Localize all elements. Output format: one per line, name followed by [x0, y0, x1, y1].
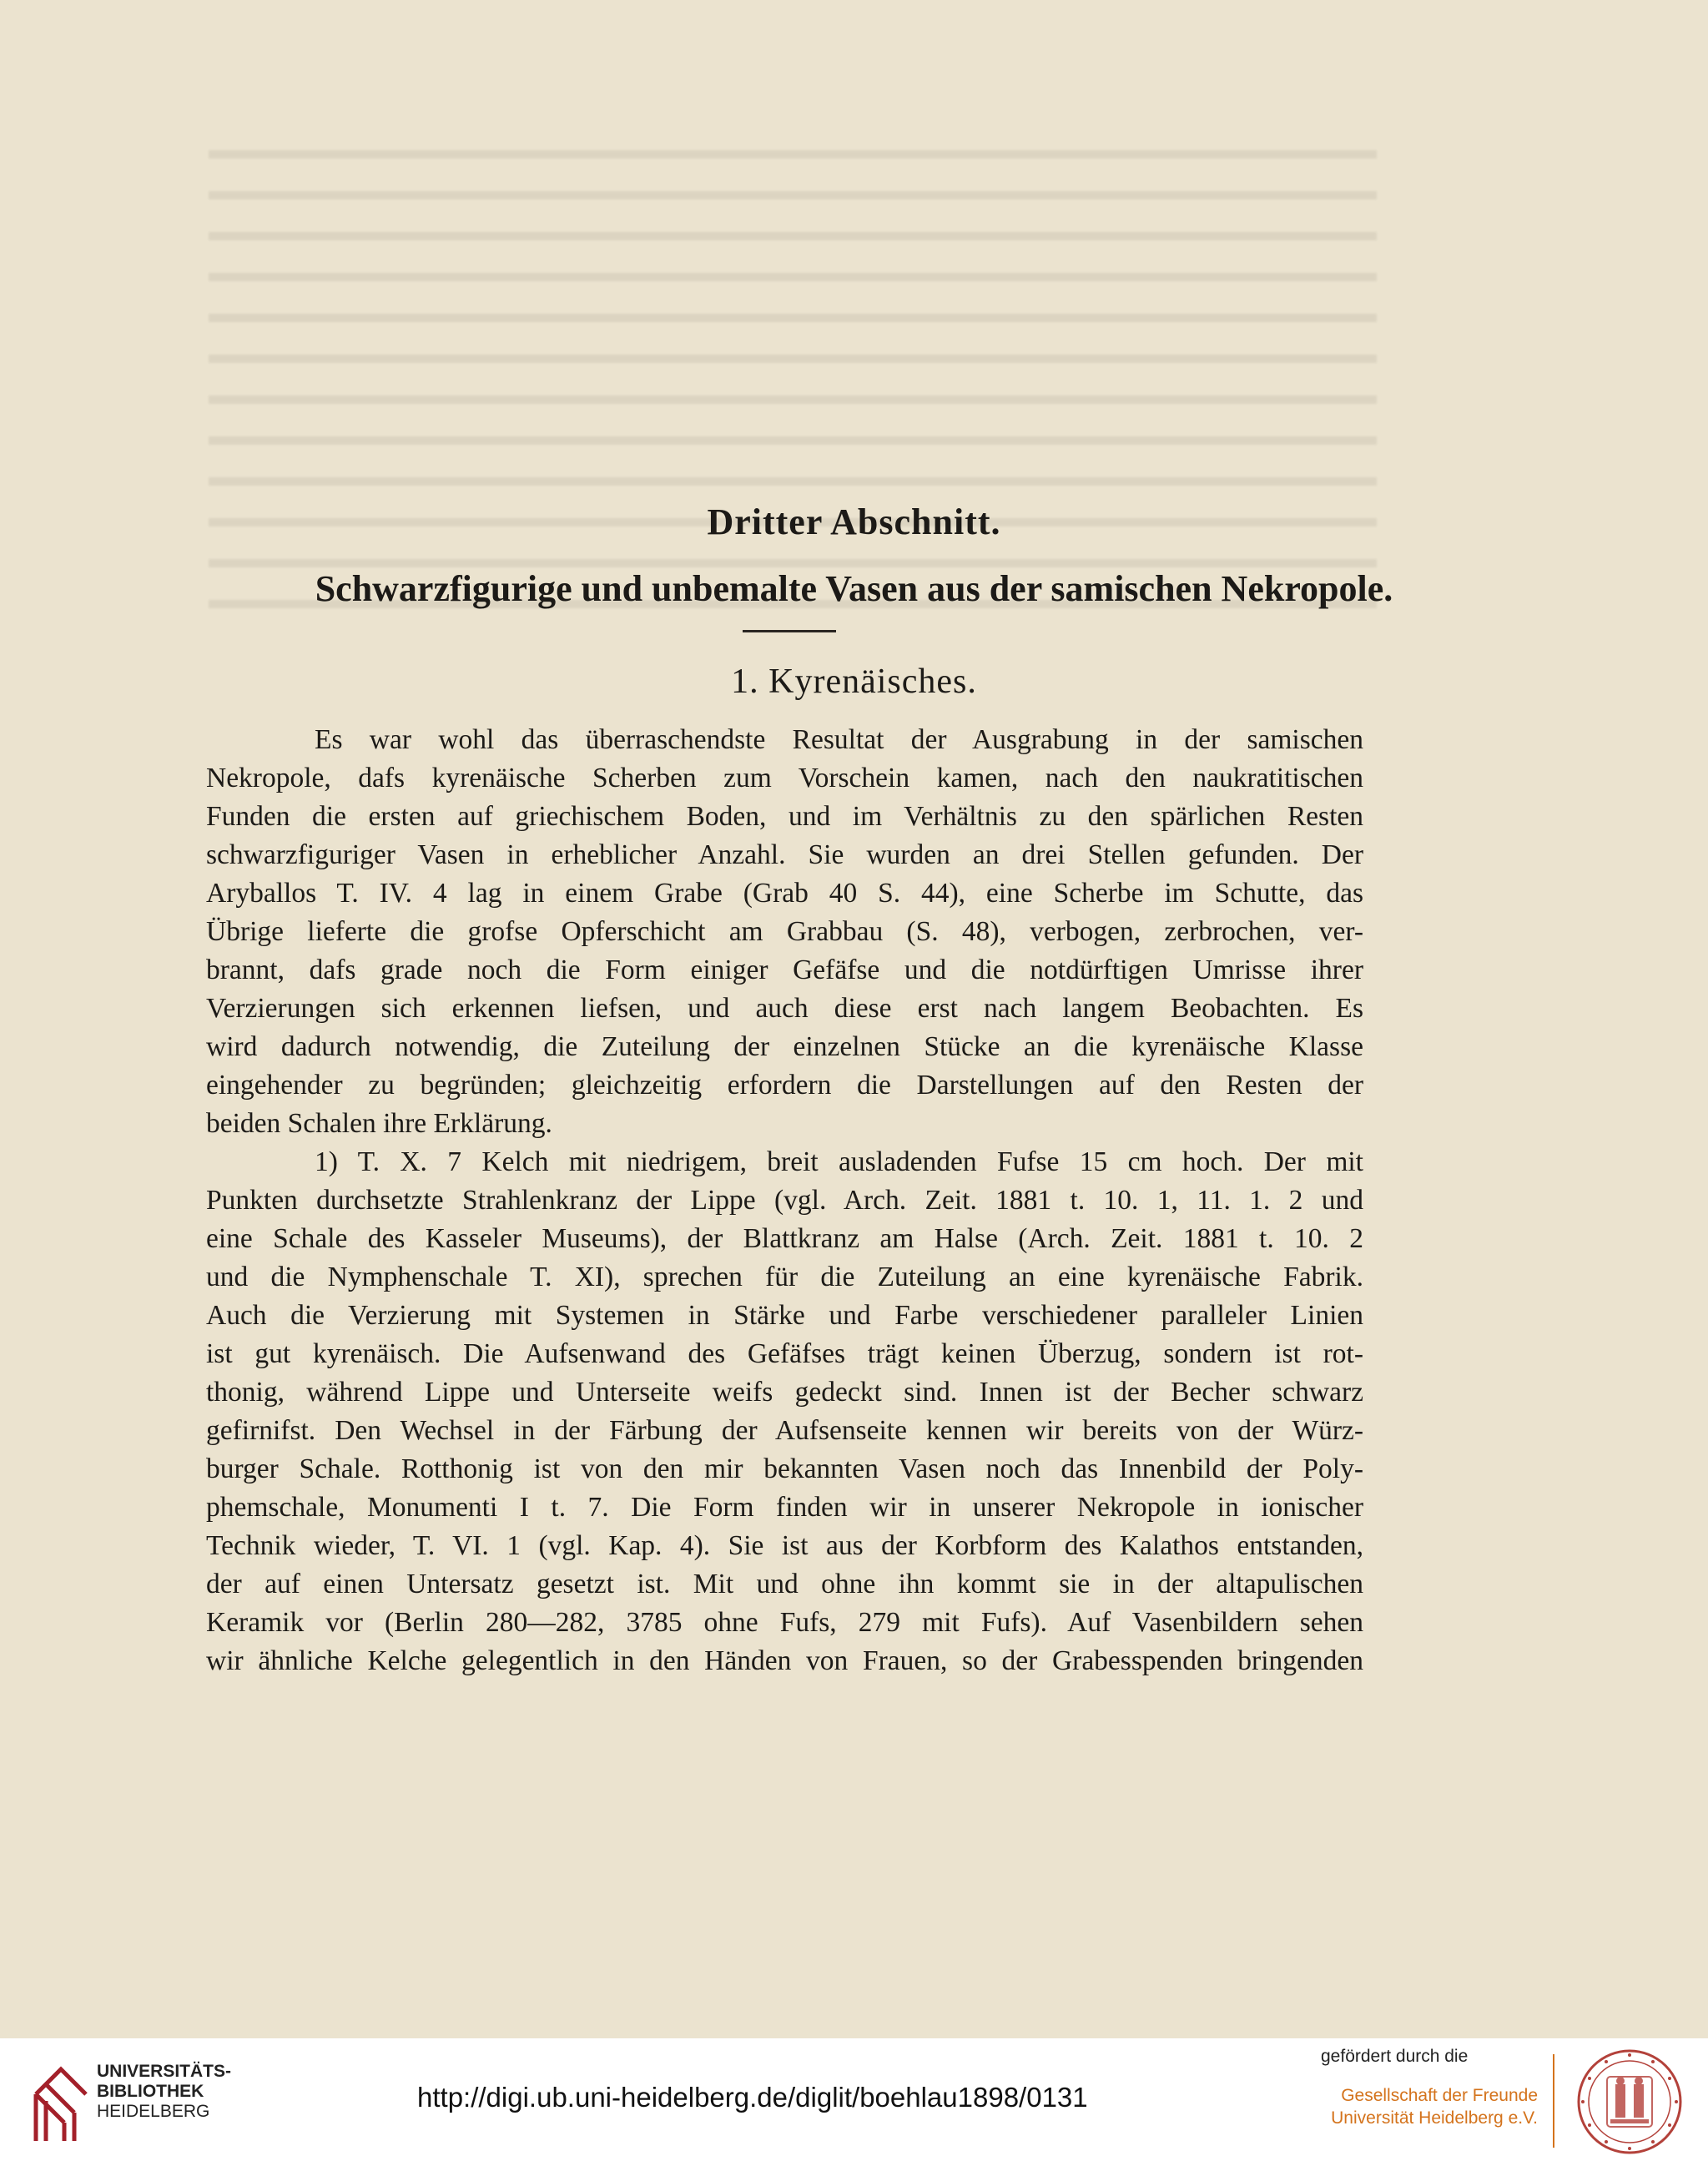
text-line: brannt, dafs grade noch die Form einiger Gefäfse und die notdürftigen Umrisse ihrer: [206, 955, 1363, 985]
text-line: burger Schale. Rotthonig ist von den mir bekannten Vasen noch das Innenbild der Poly-: [206, 1453, 1363, 1484]
sponsor-name: [1321, 2084, 1538, 2129]
text-line: Aryballos T. IV. 4 lag in einem Grabe (Grab 40 S. 44), eine Scherbe im Schutte, das: [206, 878, 1363, 909]
text-line: beiden Schalen ihre Erklärung.: [206, 1108, 552, 1139]
text-line: eingehender zu begründen; gleichzeitig erfordern die Darstellungen auf den Resten der: [206, 1070, 1363, 1101]
text-line: ist gut kyrenäisch. Die Aufsenwand des Gefäfses trägt keinen Überzug, sondern ist rot-: [206, 1338, 1363, 1369]
text-line: Funden die ersten auf griechischem Boden, und im Verhältnis zu den spärlichen Resten: [206, 801, 1363, 832]
sponsor-divider: [1553, 2054, 1554, 2148]
text-line: Es war wohl das überraschendste Resultat der Ausgrabung in der samischen: [315, 724, 1363, 755]
library-logo-icon[interactable]: [28, 2054, 94, 2148]
title-divider: [743, 630, 836, 632]
text-line: Nekropole, dafs kyrenäische Scherben zum Vorschein kamen, nach den naukratitischen: [206, 763, 1363, 793]
text-line: Auch die Verzierung mit Systemen in Stärke und Farbe verschiedener paralleler Linien: [206, 1300, 1363, 1331]
text-line: eine Schale des Kasseler Museums), der Blattkranz am Halse (Arch. Zeit. 1881 t. 10. 2: [206, 1223, 1363, 1254]
text-line: Verzierungen sich erkennen liefsen, und auch diese erst nach langem Beobachten. Es: [206, 993, 1363, 1024]
body-text: [206, 721, 1363, 1680]
text-line: und die Nymphenschale T. XI), sprechen für die Zuteilung an eine kyrenäische Fabrik.: [206, 1262, 1363, 1292]
subsection-heading: 1. Kyrenäisches.: [731, 662, 977, 701]
library-name-line: UNIVERSITÄTS-: [97, 2062, 232, 2081]
text-line: wir ähnliche Kelche gelegentlich in den Händen von Frauen, so der Grabesspenden bringenden: [206, 1645, 1363, 1676]
text-line: Technik wieder, T. VI. 1 (vgl. Kap. 4). Sie ist aus der Korbform des Kalathos entstanden,: [206, 1530, 1363, 1561]
text-line: gefirnifst. Den Wechsel in der Färbung der Aufsenseite kennen wir bereits von der Würz-: [206, 1415, 1363, 1446]
text-line: Keramik vor (Berlin 280—282, 3785 ohne Fufs, 279 mit Fufs). Auf Vasenbildern sehen: [206, 1607, 1363, 1638]
text-line: Übrige lieferte die grofse Opferschicht am Grabbau (S. 48), verbogen, zerbrochen, ver-: [206, 916, 1363, 947]
sponsor-label: gefördert durch die: [1321, 2047, 1469, 2066]
text-line: Punkten durchsetzte Strahlenkranz der Lippe (vgl. Arch. Zeit. 1881 t. 10. 1, 11. 1. 2 und: [206, 1185, 1363, 1216]
text-line: wird dadurch notwendig, die Zuteilung der einzelnen Stücke an die kyrenäische Klasse: [206, 1031, 1363, 1062]
university-seal-icon[interactable]: [1575, 2048, 1684, 2156]
library-name[interactable]: [97, 2062, 231, 2122]
text-line: schwarzfiguriger Vasen in erheblicher Anzahl. Sie wurden an drei Stellen gefunden. Der: [206, 839, 1363, 870]
library-name-line: BIBLIOTHEK: [97, 2082, 204, 2101]
show-through-text: [209, 150, 1377, 634]
permalink[interactable]: http://digi.ub.uni-heidelberg.de/diglit/boehlau1898/0131: [417, 2082, 1088, 2113]
text-line: 1) T. X. 7 Kelch mit niedrigem, breit ausladenden Fufse 15 cm hoch. Der mit: [315, 1146, 1363, 1177]
text-line: der auf einen Untersatz gesetzt ist. Mit und ohne ihn kommt sie in der altapulischen: [206, 1569, 1363, 1599]
sponsor-name-line: Universität Heidelberg e.V.: [1331, 2108, 1538, 2128]
section-title: Schwarzfigurige und unbemalte Vasen aus der samischen Nekropole.: [315, 568, 1393, 609]
sponsor-name-line: Gesellschaft der Freunde: [1341, 2086, 1538, 2105]
text-line: thonig, während Lippe und Unterseite weifs gedeckt sind. Innen ist der Becher schwarz: [206, 1377, 1363, 1408]
footer-bar: [0, 2038, 1708, 2161]
sponsor-block[interactable]: [1321, 2047, 1538, 2129]
text-line: phemschale, Monumenti I t. 7. Die Form finden wir in unserer Nekropole in ionischer: [206, 1492, 1363, 1523]
section-heading: Dritter Abschnitt.: [707, 501, 1001, 542]
library-name-line: HEIDELBERG: [97, 2102, 210, 2121]
